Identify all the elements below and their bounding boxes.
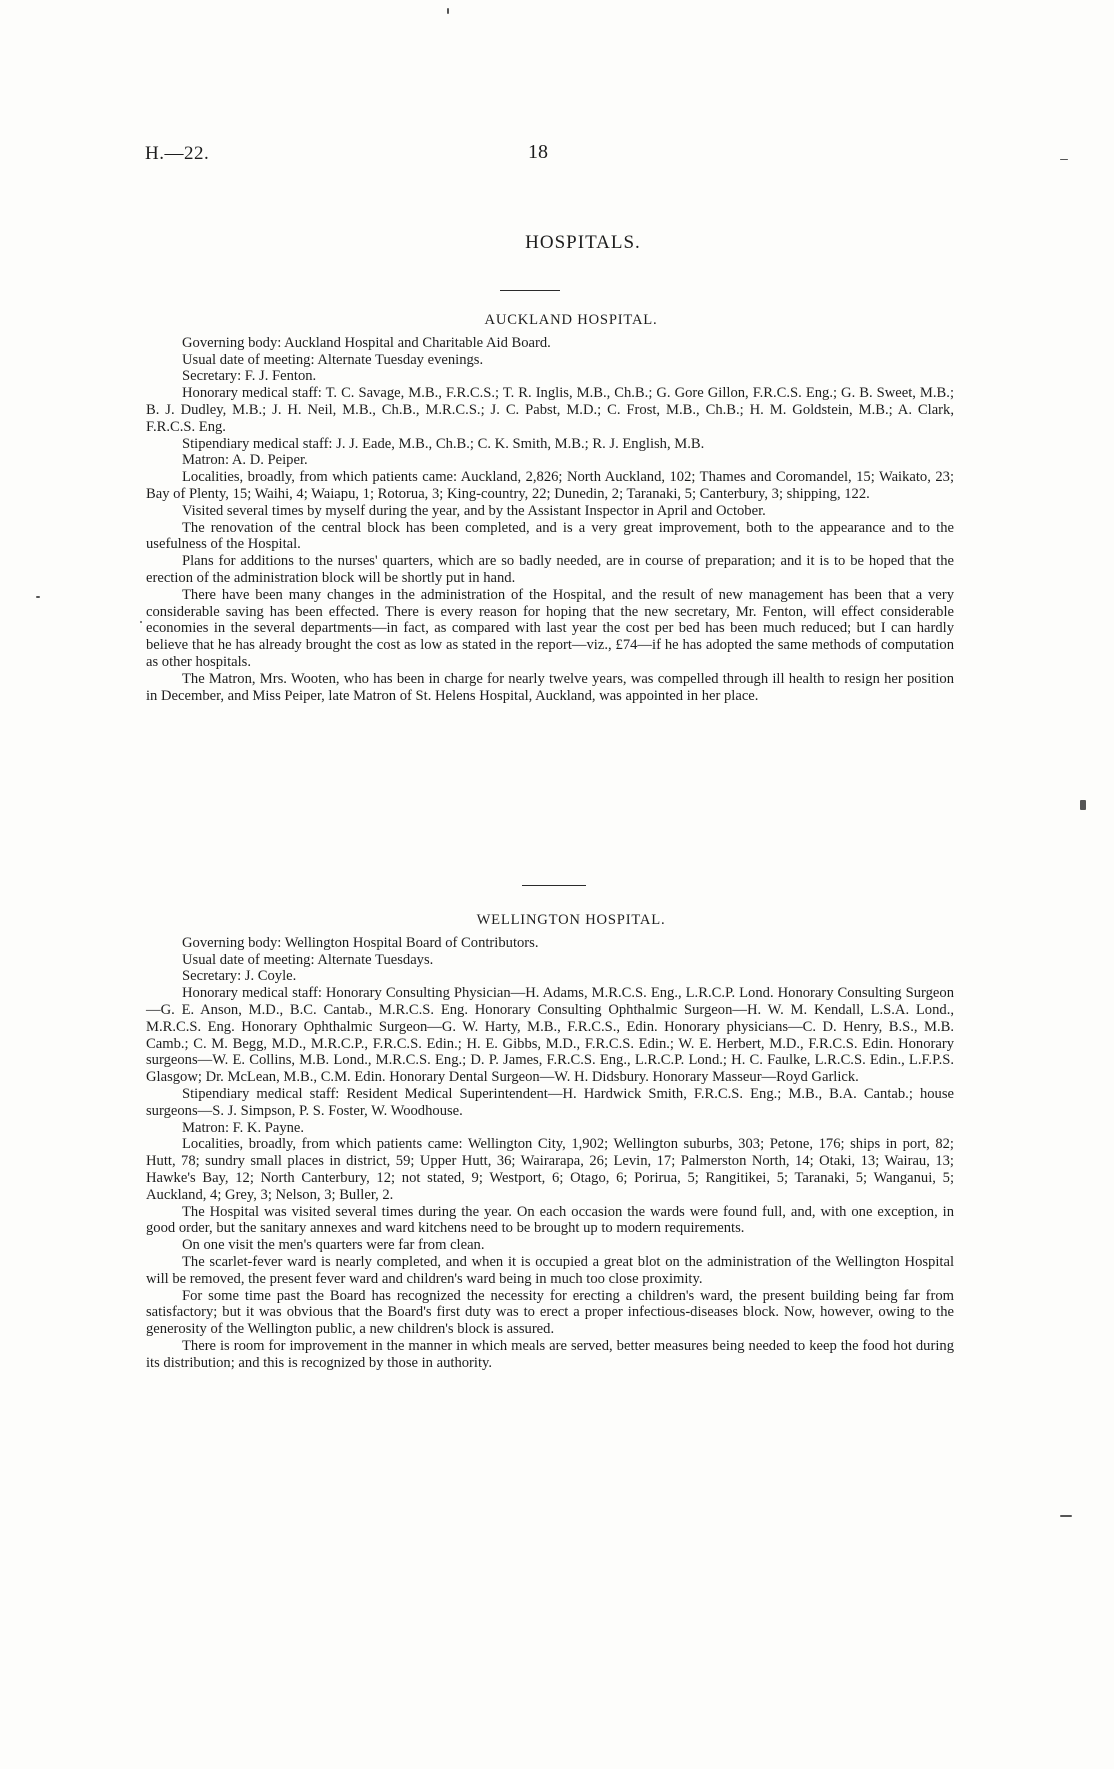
section-title: AUCKLAND HOSPITAL.	[484, 312, 658, 328]
auckland-hospital-section	[146, 312, 954, 704]
patient-localities: Localities, broadly, from which patients came: Auckland, 2,826; North Auckland, 102; Thames and Coromandel, 15; Waikato, 23; Bay of Plenty, 15; Waihi, 4; Waiapu, 1; Rotorua, 3; King-country, 22; Dunedin, 2; Taranaki, 5; Canterbury, 3; shipping, 122.	[146, 469, 954, 502]
scan-speck	[447, 8, 449, 14]
scan-speck	[1060, 1515, 1072, 1517]
honorary-medical-staff: Honorary medical staff: Honorary Consulting Physician—H. Adams, M.R.C.S. Eng., L.R.C.P. Lond. Honorary Consulting Surgeon—G. E. Anson, M.D., B.C. Cantab., M.R.C.S. Eng. Honorary Consulting Ophthalmic Surgeon—H. W. M. Kendall, L.S.A. Lond., M.R.C.S. Eng. Honorary Ophthalmic Surgeon—G. W. Harty, M.B., F.R.C.S., Edin. Honorary physicians—C. D. Henry, B.S., M.B. Camb.; C. M. Begg, M.D., M.R.C.P., F.R.C.S. Edin.; H. E. Gibbs, M.D., F.R.C.S. Edin.; W. E. Herbert, M.D., F.R.C.S. Edin. Honorary surgeons—W. E. Collins, M.B. Lond., M.R.C.S. Eng.; D. P. James, F.R.C.S. Eng., L.R.C.P. Lond.; H. C. Faulke, L.R.C.S. Edin., L.F.P.S. Glasgow; Dr. McLean, M.B., C.M. Edin. Honorary Dental Surgeon—W. H. Didsbury. Honorary Masseur—Royd Garlick.	[146, 985, 954, 1086]
scan-speck	[36, 596, 40, 598]
stipendiary-medical-staff: Stipendiary medical staff: J. J. Eade, M.B., Ch.B.; C. K. Smith, M.B.; R. J. English, M.B.	[182, 435, 705, 452]
honorary-medical-staff: Honorary medical staff: T. C. Savage, M.B., F.R.C.S.; T. R. Inglis, M.B., Ch.B.; G. Gore Gillon, F.R.C.S. Eng.; G. B. Sweet, M.B.; B. J. Dudley, M.B.; J. H. Neil, M.B., Ch.B., M.R.C.S.; J. C. Pabst, M.D.; C. Frost, M.B., Ch.B.; H. M. Goldstein, M.B.; A. Clark, F.R.C.S. Eng.	[146, 385, 954, 435]
section-divider	[522, 885, 586, 886]
governing-body: Governing body: Wellington Hospital Board of Contributors.	[182, 934, 539, 951]
paragraph: Visited several times by myself during the year, and by the Assistant Inspector in April and October.	[182, 502, 766, 519]
scan-speck	[1080, 800, 1086, 810]
patient-localities: Localities, broadly, from which patients came: Wellington City, 1,902; Wellington suburbs, 303; Petone, 176; ships in port, 82; Hutt, 78; sundry small places in district, 59; Upper Hutt, 36; Wairarapa, 26; Levin, 17; Palmerston North, 14; Otaki, 13; Wairau, 13; Hawke's Bay, 12; North Canterbury, 12; not stated, 9; Westport, 6; Otago, 6; Porirua, 5; Rangitikei, 5; Taranaki, 5; Wanganui, 5; Auckland, 4; Grey, 3; Nelson, 3; Buller, 2.	[146, 1136, 954, 1203]
page-number: 18	[528, 141, 548, 163]
meeting-date: Usual date of meeting: Alternate Tuesdays.	[182, 951, 434, 968]
scan-speck	[140, 621, 142, 623]
document-reference: H.—22.	[145, 143, 210, 164]
secretary: Secretary: J. Coyle.	[182, 968, 297, 985]
paragraph: The scarlet-fever ward is nearly completed, and when it is occupied a great blot on the administration of the Wellington Hospital will be removed, the present fever ward and children's ward being in much too close proximity.	[146, 1253, 954, 1287]
secretary: Secretary: F. J. Fenton.	[182, 368, 317, 385]
paragraph: On one visit the men's quarters were far from clean.	[182, 1237, 485, 1254]
governing-body: Governing body: Auckland Hospital and Charitable Aid Board.	[182, 334, 551, 351]
stipendiary-medical-staff: Stipendiary medical staff: Resident Medical Superintendent—H. Hardwick Smith, F.R.C.S. Eng.; M.B., B.A. Cantab.; house surgeons—S. J. Simpson, P. S. Foster, W. Woodhouse.	[146, 1085, 954, 1119]
paragraph: Plans for additions to the nurses' quarters, which are so badly needed, are in course of preparation; and it is to be hoped that the erection of the administration block will be shortly put in hand.	[146, 553, 954, 586]
paragraph: The renovation of the central block has been completed, and is a very great improvement, both to the appearance and to the usefulness of the Hospital.	[146, 519, 954, 553]
paragraph: There is room for improvement in the manner in which meals are served, better measures being needed to keep the food hot during its distribution; and this is recognized by those in authority.	[146, 1337, 954, 1371]
paragraph: The Hospital was visited several times during the year. On each occasion the wards were found full, and, with one exception, in good order, but the sanitary annexes and ward kitchens need to be brought up to modern requirements.	[146, 1203, 954, 1237]
matron: Matron: F. K. Payne.	[182, 1119, 305, 1136]
matron: Matron: A. D. Peiper.	[182, 452, 308, 469]
wellington-hospital-section	[146, 912, 954, 1372]
section-title: WELLINGTON HOSPITAL.	[476, 912, 666, 928]
paragraph: There have been many changes in the administration of the Hospital, and the result of new management has been that a very considerable saving has been effected. There is every reason for hoping that the new secretary, Mr. Fenton, will effect considerable economies in the several departments—in fact, as compared with last year the cost per bed has been much reduced; but I can hardly believe that he has already brought the cost as low as stated in the report—viz., £74—if he has adopted the same methods of computation as other hospitals.	[146, 586, 954, 670]
meeting-date: Usual date of meeting: Alternate Tuesday evenings.	[182, 351, 484, 368]
title-divider	[500, 290, 560, 291]
paragraph: The Matron, Mrs. Wooten, who has been in charge for nearly twelve years, was compelled through ill health to resign her position in December, and Miss Peiper, late Matron of St. Helens Hospital, Auckland, was appointed in her place.	[146, 670, 954, 704]
paragraph: For some time past the Board has recognized the necessity for erecting a children's ward, the present building being far from satisfactory; but it was obvious that the Board's first duty was to erect a proper infectious-diseases block. Now, however, owing to the generosity of the Wellington public, a new children's block is assured.	[146, 1287, 954, 1338]
page-title: HOSPITALS.	[525, 232, 641, 253]
scan-speck	[1060, 159, 1068, 160]
